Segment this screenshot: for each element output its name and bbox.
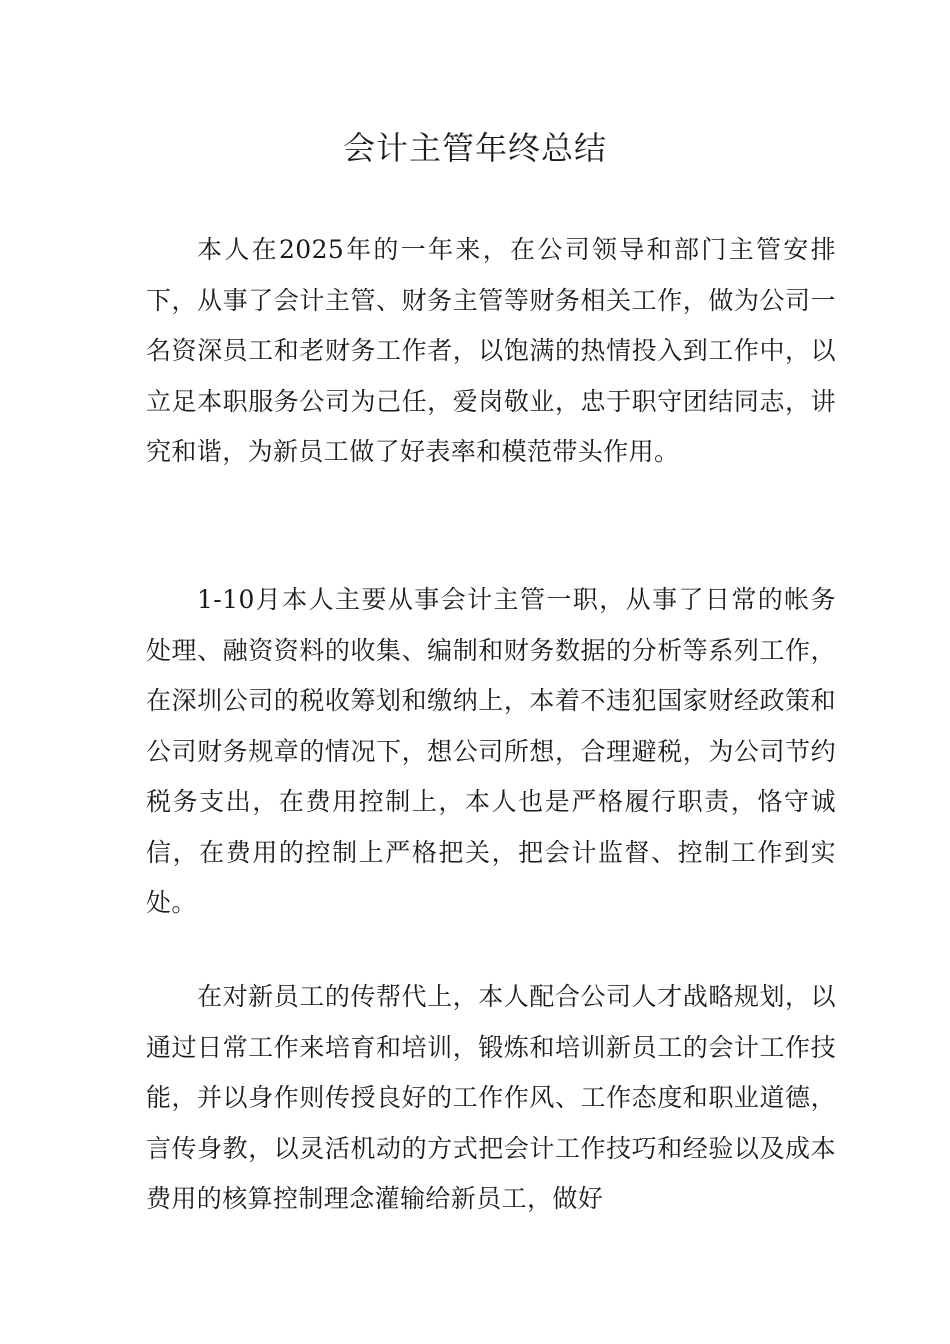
paragraph-3: 在对新员工的传帮代上，本人配合公司人才战略规划，以通过日常工作来培育和培训，锻炼和培训新员工的会计工作技能，并以身作则传授良好的工作作风、工作态度和职业道德，言传身教，以灵活机动的方式把会计工作技巧和经验以及成本费用的核算控制理念灌输给新员工，做好 xyxy=(146,982,836,1213)
paragraph-1: 本人在2025年的一年来，在公司领导和部门主管安排下，从事了会计主管、财务主管等财务相关工作，做为公司一名资深员工和老财务工作者，以饱满的热情投入到工作中，以立足本职服务公司为己任，爱岗敬业，忠于职守团结同志，讲究和谐，为新员工做了好表率和模范带头作用。 xyxy=(146,235,836,466)
document-title: 会计主管年终总结 xyxy=(342,129,607,167)
paragraph-2: 1-10月本人主要从事会计主管一职，从事了日常的帐务处理、融资资料的收集、编制和财务数据的分析等系列工作，在深圳公司的税收筹划和缴纳上，本着不违犯国家财经政策和公司财务规章的情况下，想公司所想，合理避税，为公司节约税务支出，在费用控制上，本人也是严格履行职责，恪守诚信，在费用的控制上严格把关，把会计监督、控制工作到实处。 xyxy=(146,585,836,917)
